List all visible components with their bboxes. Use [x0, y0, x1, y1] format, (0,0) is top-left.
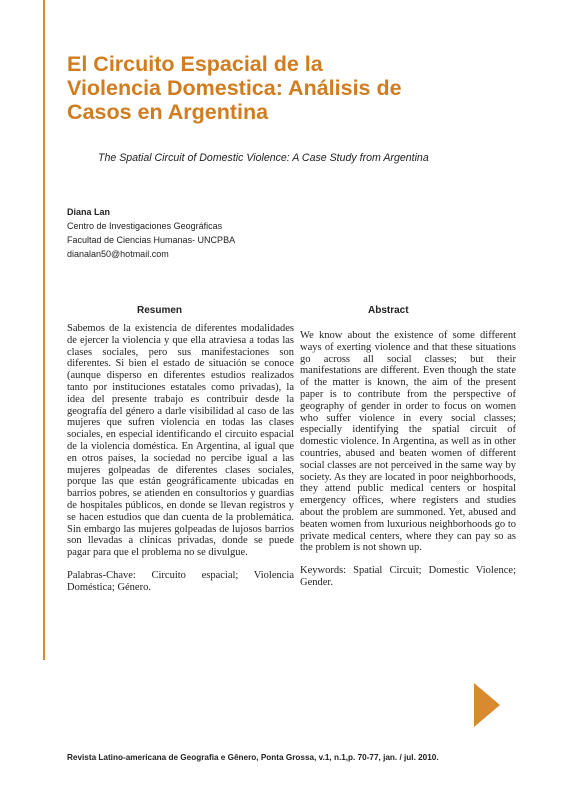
author-faculty: Facultad de Ciencias Humanas- UNCPBA	[67, 235, 236, 245]
journal-footer: Revista Latino-americana de Geografia e Gênero, Ponta Grossa, v.1, n.1,p. 70-77, jan. / jul. 2010.	[67, 753, 439, 762]
author-name: Diana Lan	[67, 207, 111, 217]
right-triangle-arrow-icon[interactable]	[474, 683, 500, 727]
author-block	[67, 205, 235, 261]
article-title	[67, 52, 527, 124]
english-subtitle: The Spatial Circuit of Domestic Violence: A Case Study from Argentina	[98, 152, 429, 164]
resumen-body: Sabemos de la existencia de diferentes modalidades de ejercer la violencia y que ella atraviesa a todas las clases sociales, pero sus manifestaciones son diferentes. Si bien el estado de situación se conoce (aunque disperso en diferentes estudios realizados tanto por instituciones estatales como privadas), la idea del presente trabajo es contribuir desde la geografía del género a darle visibilidad al caso de las mujeres que sufren violencia en todas las clases sociales, en especial identificando el circuito espacial de la violencia doméstica. En Argentina, al igual que en otros países, la sociedad no percibe igual a las mujeres golpeadas de diferentes clases sociales, porque las que están geográficamente ubicadas en barrios pobres, se atienden en consultorios y guardias de hospitales públicos, en donde se llevan registros y se hacen estudios que dan cuenta de la problemática. Sin embargo las mujeres golpeadas de lujosos barrios son llevadas a clínicas privadas, donde se puede pagar para que el problema no se divulgue.	[67, 323, 294, 559]
author-affiliation: Centro de Investigaciones Geográficas	[67, 221, 223, 231]
resumen-heading: Resumen	[137, 305, 183, 316]
resumen-column	[67, 323, 294, 605]
margin-rule	[43, 0, 45, 660]
abstract-body: We know about the existence of some different ways of exerting violence and that these situations go across all social classes; but their manifestations are different. Even though the state of the matter is known, the aim of the present paper is to contribute from the perspective of geography of gender in order to focus on women who suffer violence in every social classes; especially identifying the spatial circuit of domestic violence. In Argentina, as well as in other countries, abused and beaten women of different social classes are not perceived in the same way by society. As they are located in poor neighborhoods, they attend public medical centers or hospital emergency offices, where registers and studies about the problem are summoned. Yet, abused and beaten women from luxurious neighborhoods go to private medical centers, where they can pay so as the problem is not shown up.	[300, 330, 516, 554]
abstract-column	[300, 330, 516, 600]
abstract-heading: Abstract	[368, 305, 409, 316]
title-line: Casos en Argentina	[67, 100, 269, 124]
resumen-keywords: Palabras-Chave: Circuito espacial; Violencia Doméstica; Género.	[67, 569, 294, 593]
abstract-keywords: Keywords: Spatial Circuit; Domestic Violence; Gender.	[300, 565, 516, 588]
title-line: Violencia Domestica: Análisis de	[67, 76, 402, 100]
author-email[interactable]: dianalan50@hotmail.com	[67, 249, 169, 259]
title-line: El Circuito Espacial de la	[67, 52, 323, 76]
